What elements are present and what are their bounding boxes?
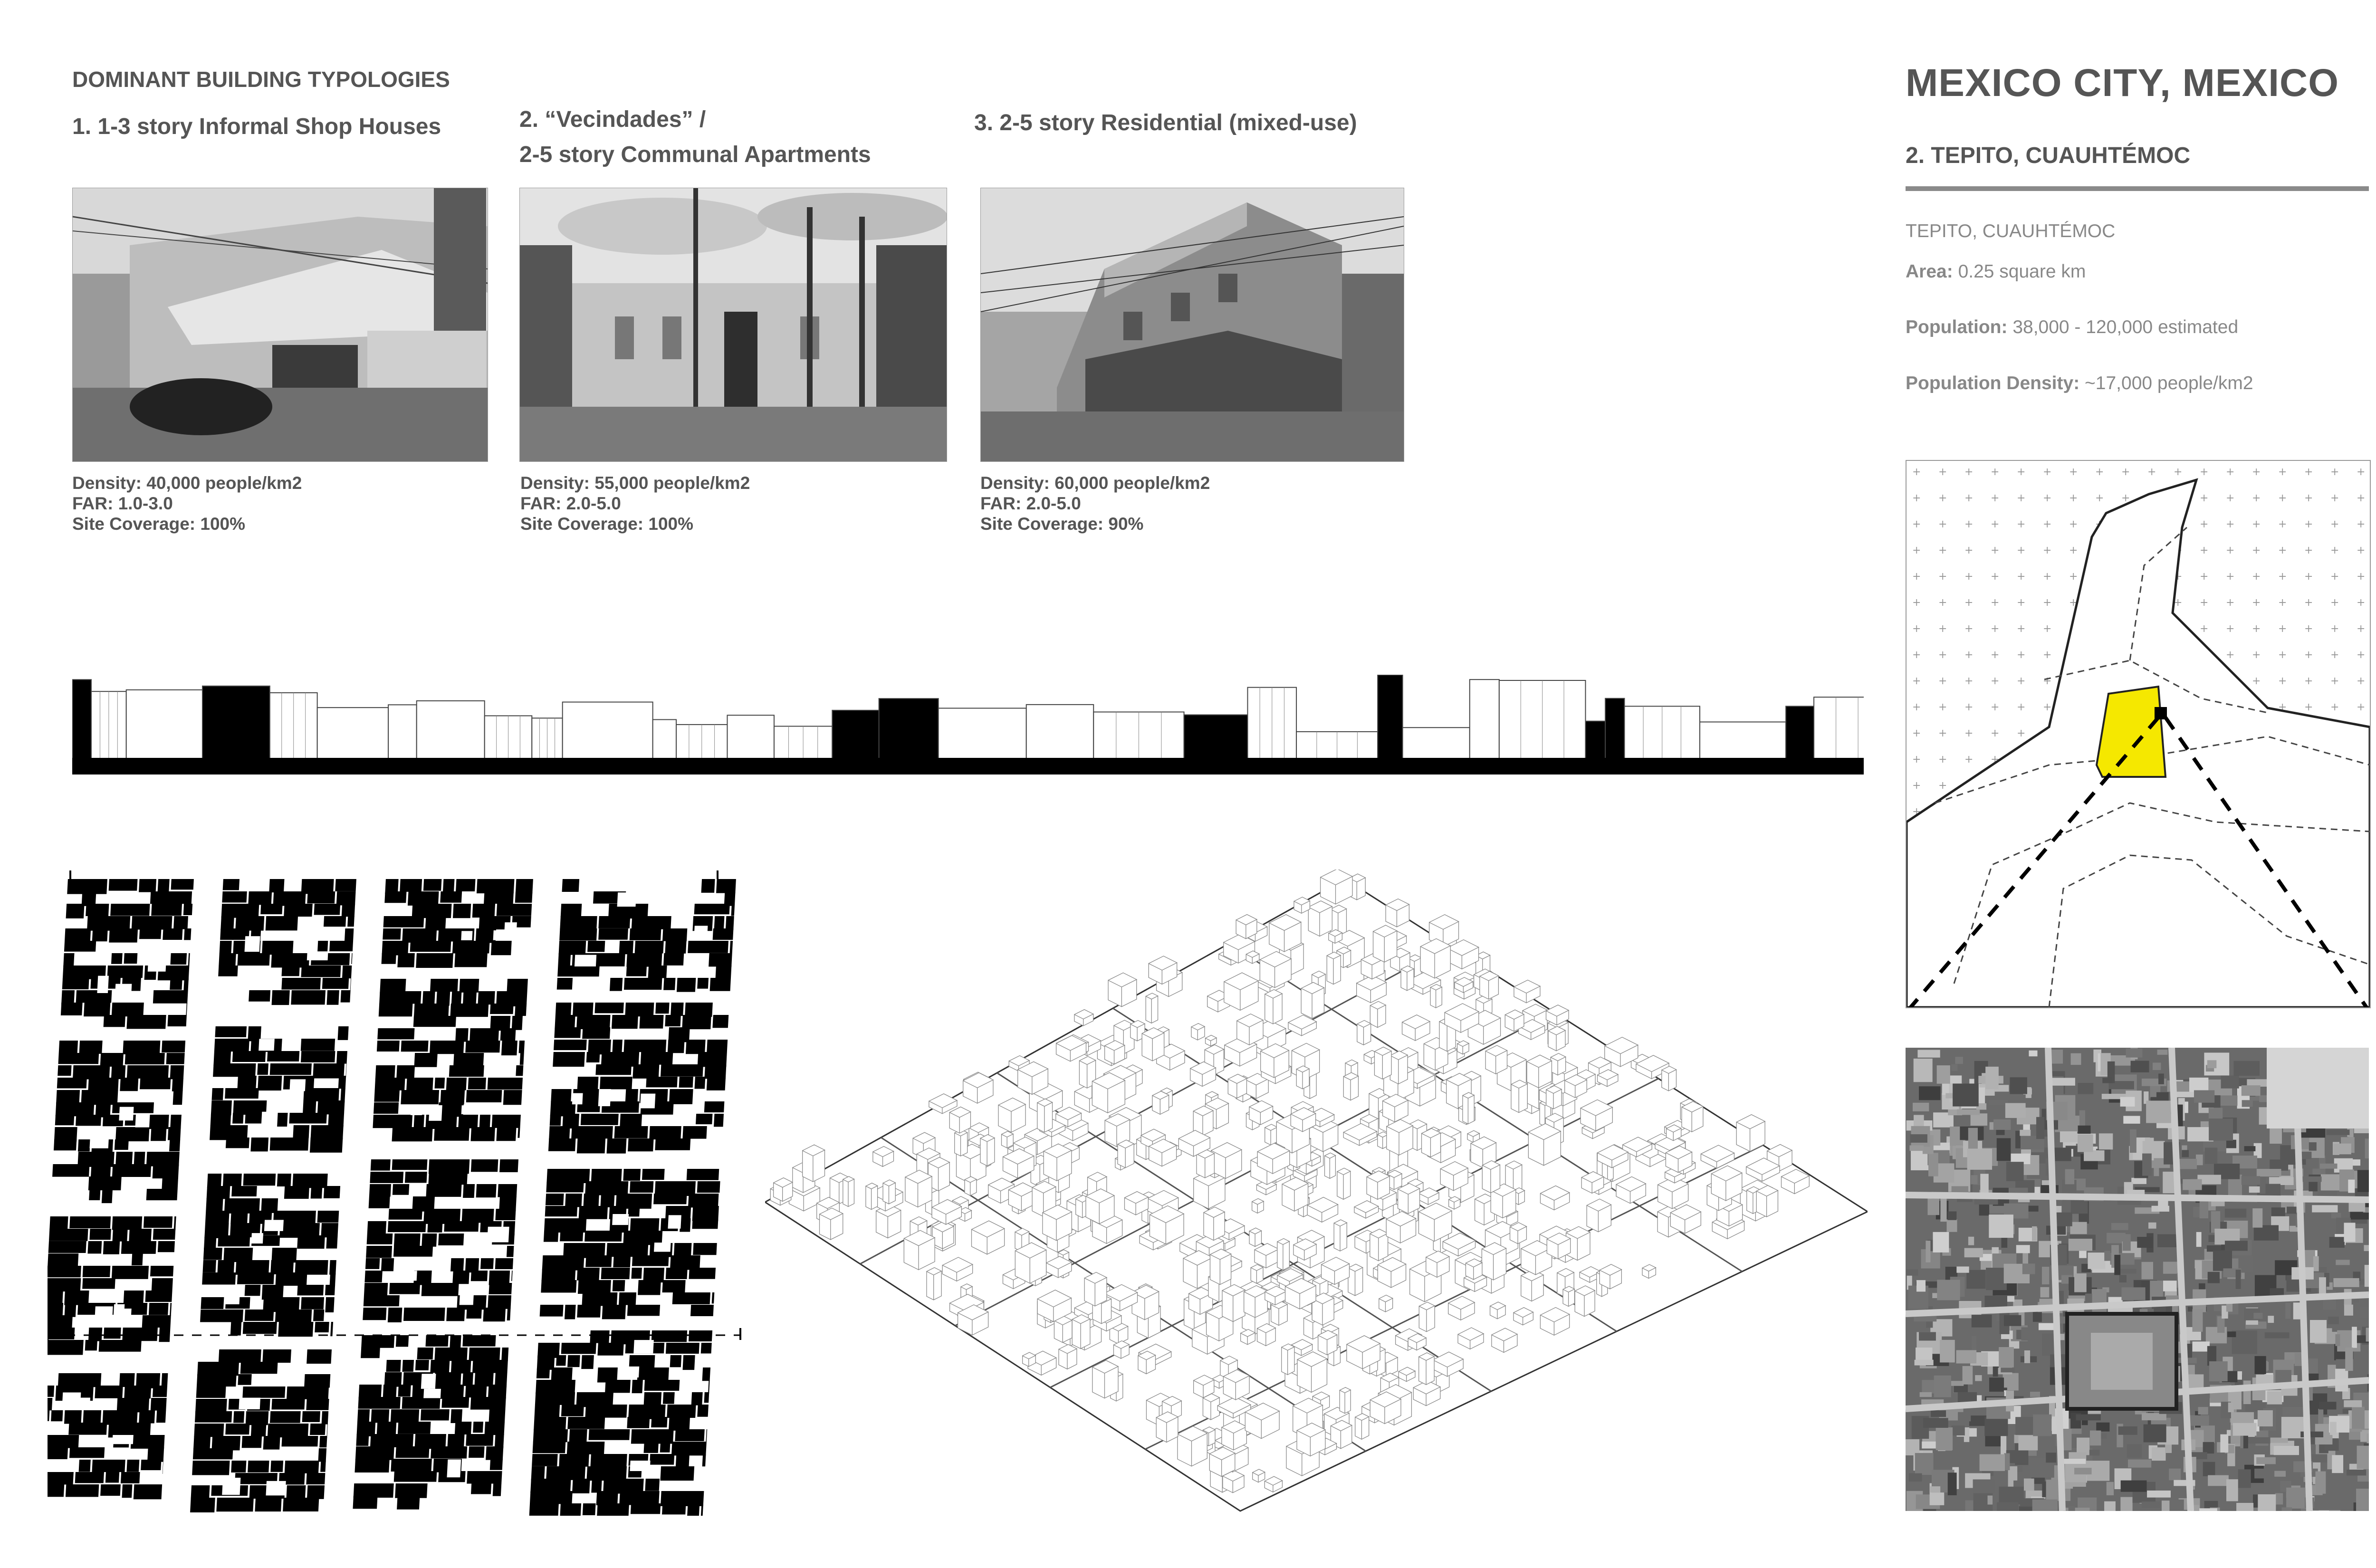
typology-3-title — [974, 105, 1357, 141]
typology-3-far: FAR: 2.0-5.0 — [980, 494, 1081, 513]
typology-2-stats — [520, 473, 750, 534]
population-value: 38,000 - 120,000 estimated — [2012, 317, 2239, 337]
area-value: 0.25 square km — [1958, 261, 2086, 282]
typology-1-far: FAR: 1.0-3.0 — [72, 494, 173, 513]
typology-2-title — [519, 102, 871, 172]
area-label: Area: — [1906, 261, 1953, 282]
typology-1-stats — [72, 473, 302, 534]
typology-1-coverage: Site Coverage: 100% — [72, 514, 246, 534]
neighborhood-name: TEPITO, CUAUHTÉMOC — [1906, 221, 2116, 241]
population-label: Population: — [1906, 317, 2008, 337]
typology-3-density: Density: 60,000 people/km2 — [980, 473, 1210, 493]
district-subtitle: 2. TEPITO, CUAUHTÉMOC — [1906, 143, 2191, 168]
street-section-elevation — [72, 675, 1864, 774]
typology-2-photo — [519, 188, 947, 462]
locator-map — [1906, 460, 2371, 1008]
tepito-highlight — [2097, 687, 2165, 777]
typology-3-title-line: 3. 2-5 story Residential (mixed-use) — [974, 110, 1357, 135]
section-title: DOMINANT BUILDING TYPOLOGIES — [72, 67, 450, 92]
population-info — [1906, 317, 2238, 338]
typology-1-photo — [72, 188, 488, 462]
area-info — [1906, 261, 2086, 282]
density-info — [1906, 373, 2253, 394]
axonometric-drawing — [765, 870, 1868, 1516]
title-divider — [1906, 186, 2369, 191]
city-title: MEXICO CITY, MEXICO — [1906, 61, 2339, 105]
typology-2-far: FAR: 2.0-5.0 — [520, 494, 621, 513]
typology-3-coverage: Site Coverage: 90% — [980, 514, 1144, 534]
typology-2-coverage: Site Coverage: 100% — [520, 514, 694, 534]
typology-1-title-line: 1. 1-3 story Informal Shop Houses — [72, 114, 441, 139]
typology-2-density: Density: 55,000 people/km2 — [520, 473, 750, 493]
typology-3-photo — [980, 188, 1404, 462]
aerial-photo — [1906, 1048, 2369, 1511]
typology-1-density: Density: 40,000 people/km2 — [72, 473, 302, 493]
density-label: Population Density: — [1906, 373, 2080, 393]
figure-ground-plan — [48, 860, 741, 1516]
typology-3-stats — [980, 473, 1210, 534]
typology-2-title-line-1: 2. “Vecindades” / — [519, 107, 706, 132]
typology-2-title-line-2: 2-5 story Communal Apartments — [519, 142, 871, 167]
density-value: ~17,000 people/km2 — [2085, 373, 2253, 393]
typology-1-title — [72, 109, 441, 144]
